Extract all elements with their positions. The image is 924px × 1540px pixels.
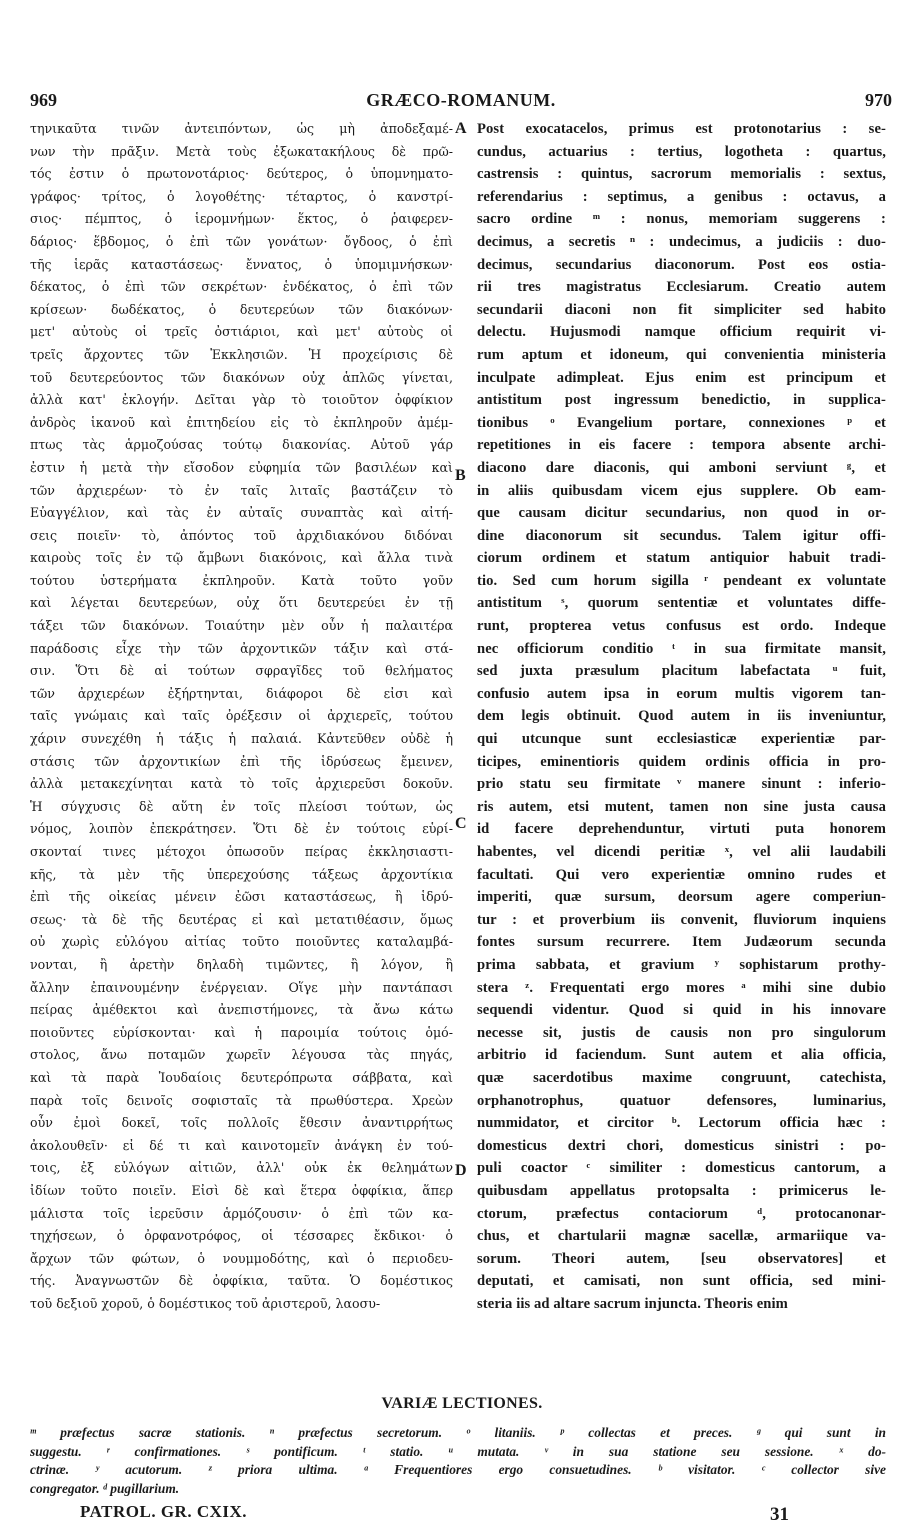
- latin-text-line: habentes, vel dicendi peritiæ ˣ, vel alii laudabili: [477, 844, 886, 860]
- latin-text-line: ciorum ordinem et statum antiquior habuit tradi-: [477, 550, 886, 567]
- greek-text-line: τῶν ἀρχιερέων ἐξήρτηνται, διάφοροι δὲ εἰσι καὶ: [30, 685, 453, 701]
- latin-text-line: rii tres magistratus Ecclesiarum. Creatio autem: [477, 279, 886, 296]
- greek-text-line: οὖν ἐμοὶ δοκεῖ, τοῖς πολλοῖς ἔθεσιν ἀναντιρρήτως: [30, 1115, 453, 1131]
- greek-text-line: καιροὺς τοῖς ἐν τῷ ἄμβωνι διακόνοις, καὶ ἄλλα τινὰ: [30, 550, 453, 566]
- greek-text-line: σιν. Ὅτι δὲ αἱ τούτων σφραγῖδες τοῦ θελήματος: [30, 663, 453, 679]
- latin-text-line: delectu. Hujusmodi namque officium requirit vi-: [477, 324, 886, 341]
- greek-text-line: νόμος, λοιπὸν ἐπεκράτησεν. Ὅτι δὲ ἐν τούτοις εὑρί-: [30, 821, 453, 837]
- greek-text-line: τοῦ δεξιοῦ χοροῦ, ὁ δομέστικος τοῦ ἀριστεροῦ, λαοσυ-: [30, 1295, 381, 1311]
- greek-text-line: τούτου ὑστερήματα ἐκπληροῦν. Κατὰ τοῦτο γοῦν: [30, 572, 453, 588]
- latin-text-line: necesse sit, justis de causis non pro singulorum: [477, 1024, 886, 1041]
- greek-text-line: κῆς, τὰ μὲν τῆς ὑπερεχούσης τάξεως ἀρχοντίκια: [30, 866, 453, 882]
- greek-text-line: οὐ χωρὶς εὐλόγου αἰτίας τοῦτο ποιοῦντες καταλαμβά-: [30, 934, 453, 950]
- greek-text-line: ἀλλὰ μετακεχίνηται κατὰ τὸ τοῖς ἀρχιερεῦσι δοκοῦν.: [30, 776, 453, 792]
- greek-text-line: ταῖς γνώμαις καὶ ταῖς ὀρέξεσιν οἱ ἀρχιερεῖς, τούτου: [30, 708, 453, 724]
- greek-text-line: ἐστιν ἡ μετὰ τὴν εἴσοδον εὐφημία τῶν βασιλέων καὶ: [30, 459, 453, 475]
- greek-text-line: τής. Ἀναγνωστῶν δὲ ὀφφίκια, ταῦτα. Ὁ δομέστικος: [30, 1273, 453, 1289]
- greek-text-line: δέκατος, ὁ ἐπὶ τῶν σεκρέτων· ἑνδέκατος, ὁ ἐπὶ τῶν: [30, 279, 453, 295]
- latin-text-line: steria iis ad altare sacrum injuncta. Theoris enim: [477, 1295, 788, 1312]
- note-line: suggestu. ʳ confirmationes. ˢ pontificum. ᵗ statio. ᵘ mutata. ᵛ in sua statione seu sessione. ˣ do-: [30, 1443, 886, 1459]
- latin-text-line: antistitum post ingressum benedictio, in supplica-: [477, 392, 886, 409]
- latin-text-line: ctorum, præfectus contaciorum ᵈ, protocanonar-: [477, 1205, 886, 1222]
- page-number-right: 970: [865, 90, 892, 110]
- latin-text-line: decimus, a secretis ⁿ : undecimus, a judiciis : duo-: [477, 233, 886, 250]
- latin-text-line: facultati. Qui vero experientiæ omnino rudes et: [477, 866, 886, 883]
- latin-text-line: prio statu seu firmitate ᵛ manere sinunt : inferio-: [477, 776, 886, 793]
- latin-text-line: puli coactor ᶜ similiter : domesticus cantorum, a: [477, 1160, 886, 1177]
- note-line: congregator. ᵈ pugillarium.: [30, 1480, 180, 1496]
- latin-text-line: sed juxta præsulum placitum labefactata ᵘ fuit,: [477, 663, 886, 680]
- latin-text-line: Post exocatacelos, primus est protonotarius : se-: [477, 121, 886, 137]
- greek-text-line: τρεῖς ἄρχοντες τῶν Ἐκκλησιῶν. Ἡ προχείρισις δὲ: [30, 346, 453, 362]
- latin-text-line: dine diaconorum sit secundus. Talem igitur offi-: [477, 527, 886, 544]
- latin-text-line: sequendi videntur. Quod si quid in his innovare: [477, 1002, 886, 1019]
- latin-text-line: tio. Sed cum horum sigilla ʳ pendeant ex voluntate: [477, 572, 886, 589]
- latin-text-line: quæ sacerdotibus maxime congruunt, catechista,: [477, 1069, 886, 1086]
- greek-text-line: ποιοῦντες εὑρίσκονται· καὶ ἡ παροιμία τούτοις ὁμό-: [30, 1024, 453, 1040]
- column-marker-b: B: [455, 467, 466, 484]
- latin-text-line: referendarius : septimus, a genibus : octavus, a: [477, 188, 886, 205]
- greek-text-line: κρίσεων· δωδέκατος, ὁ δευτερεύων τῶν διακόνων·: [30, 301, 453, 317]
- column-marker-a: A: [455, 120, 467, 137]
- greek-text-line: δάριος· ἕβδομος, ὁ ἐπὶ τῶν γονάτων· ὄγδοος, ὁ ἐπὶ: [30, 233, 453, 249]
- latin-text-line: fontes sursum recurrere. Item Judæorum secunda: [477, 934, 886, 951]
- latin-text-line: tur : et proverbium iis convenit, fluviorum inquiens: [477, 911, 886, 928]
- greek-text-line: τῶν ἀρχιερέων· τὸ ἐν ταῖς λιταῖς βαστάζειν τὸ: [30, 482, 453, 498]
- greek-text-line: παρὰ τοῖς δεινοῖς σοφισταῖς τὰ πρωθύστερα. Χρεὼν: [30, 1092, 453, 1108]
- variant-readings-notes: [30, 1424, 886, 1498]
- greek-text-line: μετ' αὐτοὺς οἱ τρεῖς ὀστιάριοι, καὶ μετ' αὐτοὺς οἱ: [30, 324, 453, 340]
- greek-text-line: καὶ λέγεται δευτερεύων, οὐχ ὅτι δευτερεύει ἐν τῇ: [30, 595, 453, 611]
- greek-text-line: τηχήσεων, ὁ ὀρφανοτρόφος, οἱ τέσσαρες ἔκδικοι· ὁ: [30, 1228, 453, 1244]
- latin-text-line: in aliis quibusdam vicem ejus supplere. Ob eam-: [477, 482, 886, 499]
- signature-number: 31: [770, 1504, 789, 1525]
- latin-text-line: dem legis obtinuit. Quod autem in iis inveniuntur,: [477, 708, 886, 725]
- latin-text-line: diacono dare diaconis, qui amboni serviunt ᵍ, et: [477, 459, 886, 476]
- greek-text-line: νων τὴν πρᾶξιν. Μετὰ τοὺς ἐξωκατακήλους δὲ πρῶ-: [30, 143, 453, 159]
- greek-text-line: χάριν συνεχέθη ἡ τάξις ἡ παλαιά. Κἀντεῦθεν οὐδὲ ἡ: [30, 731, 453, 747]
- greek-text-line: στολος, ἄνω ποταμῶν χωρεῖν λέγουσα τὰς πηγάς,: [30, 1047, 453, 1063]
- latin-text-line: arbitrio id faciendum. Sunt autem et alia officia,: [477, 1047, 886, 1064]
- latin-text-line: runt, propterea vetus confusus est ordo. Indeque: [477, 618, 886, 635]
- greek-text-line: σκονταί τινες μέτοχοι ὁπωσοῦν πείρας ἐκκλησιαστι-: [30, 844, 453, 859]
- greek-column: [30, 118, 453, 1315]
- greek-text-line: στάσις τῶν ἀρχοντικίων ἐπὶ τῆς ἱδρύσεως ἔμεινεν,: [30, 753, 453, 769]
- latin-text-line: cundus, actuarius : tertius, logotheta : quartus,: [477, 143, 886, 160]
- latin-text-line: rum aptum et idoneum, qui convenientia ministeria: [477, 346, 886, 363]
- latin-text-line: ticipes, eminentioris quidem ordinis officia in pro-: [477, 753, 886, 770]
- greek-text-line: τῆς ἱερᾶς καταστάσεως· ἔννατος, ὁ ὑπομιμνήσκων·: [30, 256, 453, 272]
- greek-text-line: τηνικαῦτα τινῶν ἀντειπόντων, ὡς μὴ ἀποδεξαμέ-: [30, 121, 453, 136]
- note-line: ctrinæ. ʸ acutorum. ᶻ priora ultima. ᵃ Frequentiores ergo consuetudines. ᵇ visitator. ᶜ collector sive: [30, 1462, 886, 1477]
- latin-text-line: deputati, et camisati, non sunt officia, sed mini-: [477, 1273, 886, 1290]
- latin-text-line: nummidator, et circitor ᵇ. Lectorum officia hæc :: [477, 1115, 886, 1132]
- greek-text-line: ἄλλην ἐπαινουμένην ἐνέργειαν. Οἵγε μὴν παντάπασι: [30, 979, 453, 995]
- latin-text-line: domesticus dextri chori, domesticus sinistri : po-: [477, 1137, 886, 1154]
- greek-text-line: τοῦ δευτερεύοντος τῶν διακόνων οὐχ ἁπλῶς γίνεται,: [30, 369, 453, 385]
- greek-text-line: καὶ τὰ παρὰ Ἰουδαίοις δευτερόπρωτα σάββατα, καὶ: [30, 1069, 453, 1085]
- greek-text-line: ἰδίων τοῦτο ποιεῖν. Εἰσὶ δὲ καὶ ἕτερα ὀφφίκια, ἅπερ: [30, 1182, 453, 1198]
- latin-text-line: sacro ordine ᵐ : nonus, memoriam suggerens :: [477, 211, 886, 228]
- column-marker-c: C: [455, 815, 467, 832]
- greek-text-line: πείρας ἀμέθεκτοι καὶ ἀνεπιστήμονες, τὰ ἄνω κάτω: [30, 1002, 453, 1018]
- latin-text-line: castrensis : quintus, sacrorum memorialis : sextus,: [477, 166, 886, 183]
- latin-text-line: inculpate adimpleat. Ejus enim est principum et: [477, 369, 886, 386]
- latin-text-line: secundarii diaconi non fit simpliciter sed habito: [477, 301, 886, 318]
- latin-text-line: que causam dicitur secundarius, non quod in or-: [477, 505, 886, 522]
- latin-text-line: tionibus ᵒ Evangelium portare, connexiones ᵖ et: [477, 414, 886, 431]
- latin-text-line: nec officiorum conditio ᵗ in sua firmitate mansit,: [477, 640, 886, 657]
- greek-text-line: σεις ποιεῖν· τὸ, ἀπόντος τοῦ ἀρχιδιακόνου διδόναι: [30, 527, 453, 543]
- greek-text-line: τός ἐστιν ὁ πρωτονοτάριος· δεύτερος, ὁ ὑπομνηματο-: [30, 166, 453, 182]
- latin-text-line: orphanotrophus, quatuor defensores, luminarius,: [477, 1092, 886, 1109]
- greek-text-line: ἄρχων τῶν φώτων, ὁ νουμμοδότης, καὶ ὁ περιοδευ-: [30, 1250, 453, 1266]
- latin-column: [477, 118, 886, 1315]
- greek-text-line: ἀλλὰ κατ' ἐκλογήν. Δεῖται γὰρ τὸ τοιοῦτον ὀφφίκιον: [30, 392, 453, 408]
- greek-text-line: τάξει τῶν διακόνων. Τοιαύτην μὲν οὖν ἡ παλαιτέρα: [30, 618, 453, 634]
- latin-text-line: antistitum ˢ, quorum sententiæ et voluntates diffe-: [477, 595, 886, 612]
- latin-text-line: id facere deprehenduntur, virtuti puta honorem: [477, 821, 886, 838]
- greek-text-line: Εὐαγγέλιον, καὶ τὰς ἐν αὐταῖς συναπτὰς καὶ αἰτή-: [30, 505, 453, 521]
- latin-text-line: confusio autem ipsa in eorum multis vigorem tan-: [477, 685, 886, 702]
- latin-text-line: stera ᶻ. Frequentati ergo mores ᵃ mihi sine dubio: [477, 979, 886, 996]
- greek-text-line: τοις, ἐξ εὐλόγων αἰτιῶν, ἀλλ' οὐκ ἐκ θελημάτων: [30, 1160, 453, 1176]
- latin-text-line: chus, et chartularii magnæ sacellæ, armariique va-: [477, 1228, 886, 1245]
- latin-text-line: qui utcunque sunt ecclesiasticæ experientiæ par-: [477, 731, 886, 748]
- greek-text-line: παράδοσις εἶχε τὴν τῶν ἀρχοντικῶν τάξιν καὶ στά-: [30, 640, 453, 656]
- page-number-left: 969: [30, 90, 57, 110]
- greek-text-line: νονται, ἢ ἀρετὴν δηλαδὴ τιμῶντες, ἢ λόγον, ἢ: [30, 956, 453, 972]
- latin-text-line: decimus, secundarius diaconorum. Post eos ostia-: [477, 256, 886, 273]
- greek-text-line: μάλιστα τοῖς ἱερεῦσιν ἁρμόζουσιν· ὁ ἐπὶ τῶν κα-: [30, 1205, 453, 1221]
- latin-text-line: quibusdam appellatus protopsalta : primicerus le-: [477, 1182, 886, 1199]
- greek-text-line: σιος· πέμπτος, ὁ ἱερομνήμων· ἕκτος, ὁ ῥαιφερεν-: [30, 211, 453, 227]
- greek-text-line: πτως τὰς ἁρμοζούσας τούτῳ διακονίας. Αὐτοῦ γάρ: [30, 437, 453, 453]
- latin-text-line: imperiti, quæ sursum, deorsum agere comperiun-: [477, 889, 886, 906]
- variae-lectiones-heading: VARIÆ LECTIONES.: [381, 1395, 543, 1412]
- greek-text-line: γράφος· τρίτος, ὁ λογοθέτης· τέταρτος, ὁ κανστρί-: [30, 188, 453, 204]
- greek-text-line: ἀκολουθεῖν· εἰ δέ τι καὶ καινοτομεῖν ἀνάγκη ἐν τού-: [30, 1137, 453, 1153]
- latin-text-line: sorum. Theori autem, [seu observatores] et: [477, 1250, 886, 1267]
- greek-text-line: σεως· τὰ δὲ τῆς δευτέρας εἰ καὶ μετατιθέασιν, ὅμως: [30, 911, 453, 927]
- greek-text-line: ἐπὶ τῆς οἰκείας μένειν ἐῶσι καταστάσεως, ἢ ἱδρύ-: [30, 889, 453, 905]
- note-line: ᵐ præfectus sacræ stationis. ⁿ præfectus secretorum. ᵒ litaniis. ᵖ collectas et preces. ᵍ qui sunt in: [30, 1425, 886, 1440]
- latin-text-line: ris autem, etsi mutent, tamen non sine justa causa: [477, 798, 886, 815]
- patrologia-signature: PATROL. GR. CXIX.: [80, 1502, 248, 1521]
- running-title: GRÆCO-ROMANUM.: [366, 90, 556, 110]
- running-head: [30, 90, 892, 114]
- latin-text-line: prima sabbata, et gravium ʸ sophistarum prothy-: [477, 956, 886, 973]
- greek-text-line: Ἡ σύγχυσις δὲ αὕτη ἐν τοῖς πλείοσι τούτων, ὡς: [30, 798, 453, 814]
- greek-text-line: ἀνδρὸς ἱκανοῦ καὶ ἐπιτηδείου εἰς τὸ ἐκπληροῦν ἀμέμ-: [30, 414, 453, 430]
- latin-text-line: repetitiones in eis facere : tempora absente archi-: [477, 437, 886, 454]
- column-marker-d: D: [455, 1162, 467, 1179]
